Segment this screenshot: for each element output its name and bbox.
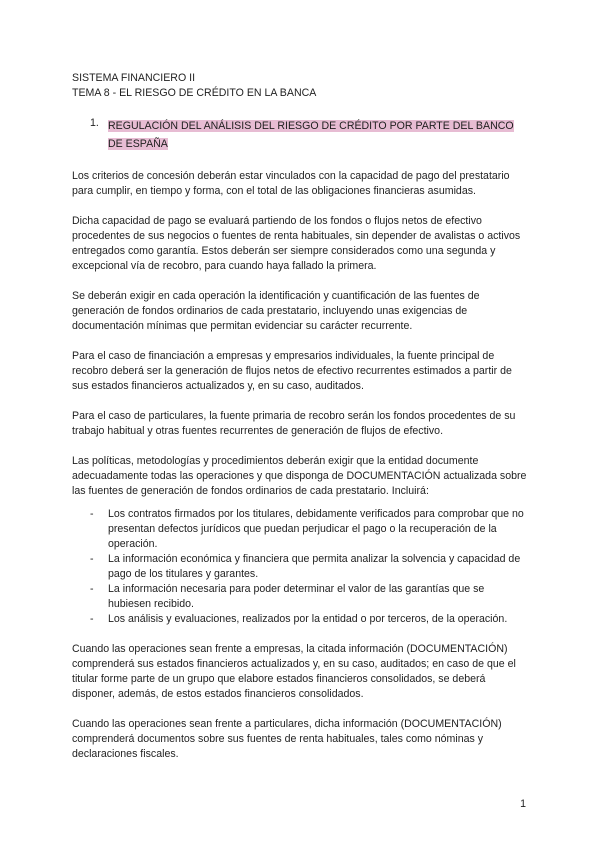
list-item	[72, 582, 530, 612]
list-item-text: La información necesaria para poder determinar el valor de las garantías que se hubiesen recibido.	[108, 583, 485, 610]
list-item	[72, 552, 530, 582]
list-item	[72, 507, 530, 552]
section-heading	[72, 116, 530, 152]
paragraph: Se deberán exigir en cada operación la identificación y cuantificación de las fuentes de generación de fondos ordinarios de cada prestatario, incluyendo unas exigencias de documentación mínimas que permitan evidenciar su carácter recurrente.	[72, 290, 480, 332]
documentation-list	[72, 507, 530, 627]
list-item-text: La información económica y financiera que permita analizar la solvencia y capacidad de pago de los titulares y garantes.	[108, 553, 521, 580]
bullet-marker: -	[90, 613, 94, 625]
bullet-marker: -	[90, 508, 94, 520]
paragraph: Cuando las operaciones sean frente a particulares, dicha información (DOCUMENTACIÓN) comprenderá documentos sobre sus fuentes de renta habituales, tales como nóminas y declaraciones fiscales.	[72, 718, 502, 760]
paragraph: Dicha capacidad de pago se evaluará partiendo de los fondos o flujos netos de efectivo procedentes de sus negocios o fuentes de renta habituales, sin depender de avalistas o activos entregados como garantía. Estos deberán ser siempre considerados como una segunda y excepcional vía de recobro, para cuando haya fallado la primera.	[72, 215, 521, 272]
page-number: 1	[520, 798, 526, 810]
topic-title: TEMA 8 - EL RIESGO DE CRÉDITO EN LA BANCA	[72, 87, 317, 99]
list-item	[72, 612, 530, 627]
document-header	[72, 71, 530, 101]
section-number: 1.	[90, 117, 99, 129]
list-item-text: Los análisis y evaluaciones, realizados por la entidad o por terceros, de la operación.	[108, 613, 508, 625]
course-title: SISTEMA FINANCIERO II	[72, 72, 196, 84]
list-item-text: Los contratos firmados por los titulares, debidamente verificados para comprobar que no presentan defectos jurídicos que puedan perjudicar el pago o la recuperación de la operación.	[108, 508, 524, 550]
bullet-marker: -	[90, 553, 94, 565]
paragraph: Las políticas, metodologías y procedimientos deberán exigir que la entidad documente adecuadamente todas las operaciones y que disponga de DOCUMENTACIÓN actualizada sobre las fuentes de generación de fondos ordinarios de cada prestatario. Incluirá:	[72, 455, 527, 497]
paragraph: Cuando las operaciones sean frente a empresas, la citada información (DOCUMENTACIÓN) comprenderá sus estados financieros actualizados y, en su caso, auditados; en caso de que el titular forme parte de un grupo que elabore estados financieros consolidados, se deberá disponer, además, de estos estados financieros consolidados.	[72, 643, 516, 700]
page-content	[72, 71, 530, 762]
paragraph: Para el caso de particulares, la fuente primaria de recobro serán los fondos procedentes de su trabajo habitual y otras fuentes recurrentes de generación de flujos de efectivo.	[72, 410, 516, 437]
paragraph: Los criterios de concesión deberán estar vinculados con la capacidad de pago del prestatario para cumplir, en tiempo y forma, con el total de las obligaciones financieras asumidas.	[72, 170, 510, 197]
section-title: REGULACIÓN DEL ANÁLISIS DEL RIESGO DE CRÉDITO POR PARTE DEL BANCO DE ESPAÑA	[108, 120, 514, 150]
bullet-marker: -	[90, 583, 94, 595]
paragraph: Para el caso de financiación a empresas y empresarios individuales, la fuente principal de recobro deberá ser la generación de flujos netos de efectivo recurrentes estimados a partir de sus estados financieros actualizados y, en su caso, auditados.	[72, 350, 512, 392]
